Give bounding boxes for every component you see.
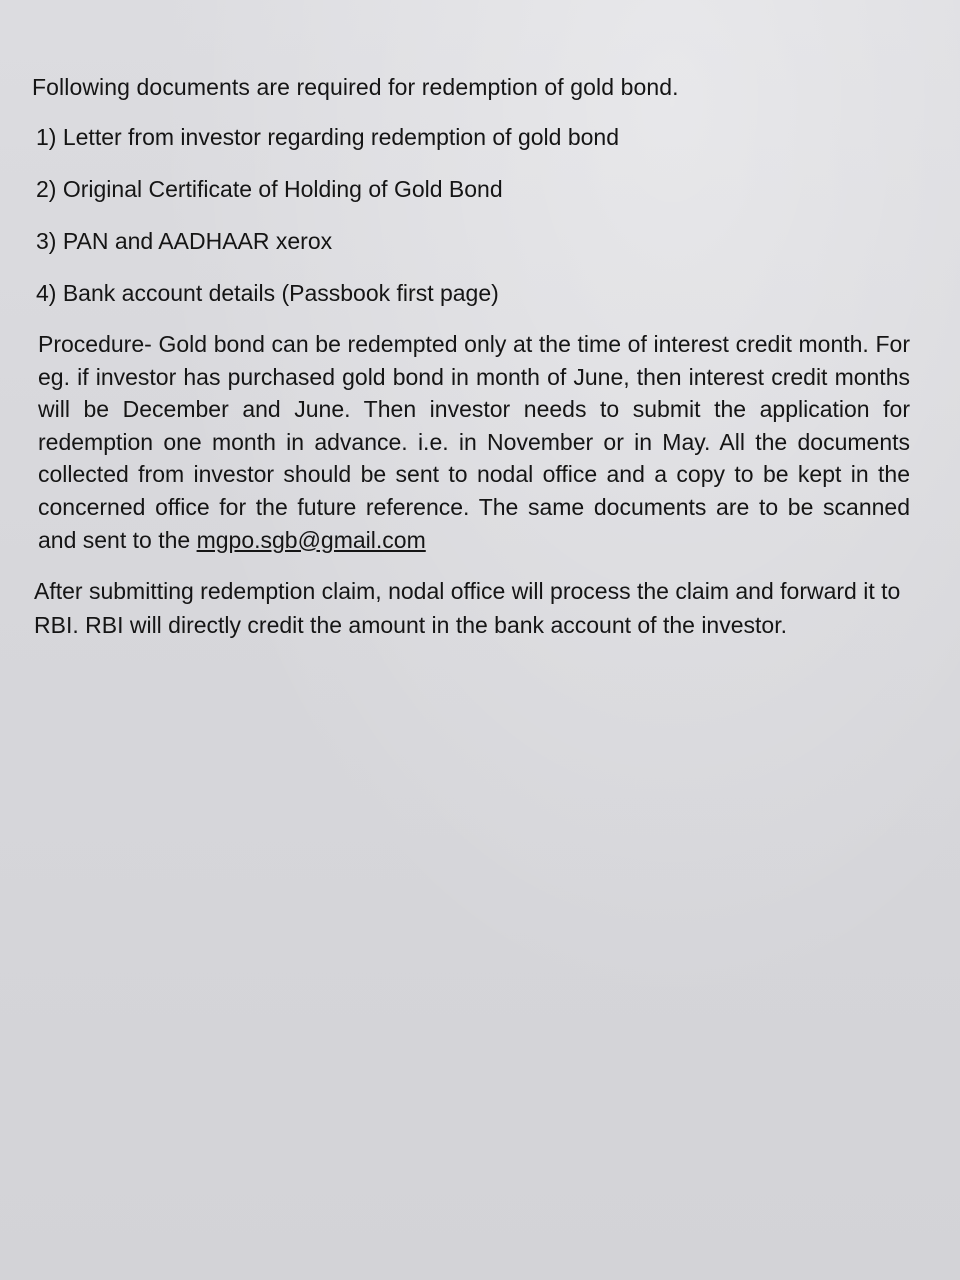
list-item: 3) PAN and AADHAAR xerox [36,228,333,254]
document-body [32,70,920,642]
document-heading: Following documents are required for redemption of gold bond. [32,74,679,100]
list-item: 2) Original Certificate of Holding of Gold Bond [36,176,503,202]
procedure-paragraph [38,328,910,556]
email-link[interactable]: mgpo.sgb@gmail.com [196,526,426,553]
list-item: 1) Letter from investor regarding redemption of gold bond [36,124,619,150]
list-item: 4) Bank account details (Passbook first page) [36,280,499,306]
procedure-text: Procedure- Gold bond can be redempted only at the time of interest credit month. For eg. if investor has purchased gold bond in month of June, then interest credit months will be December and June. Then investor needs to submit the application for redemption one month in advance. i.e. in November or in May. All the documents collected from investor should be sent to nodal office and a copy to be kept in the concerned office for the future reference. The same documents are to be scanned and sent to the [38,331,910,553]
closing-paragraph: After submitting redemption claim, nodal office will process the claim and forward it to RBI. RBI will directly credit the amount in the bank account of the investor. [34,578,901,639]
required-documents-list [32,120,920,310]
